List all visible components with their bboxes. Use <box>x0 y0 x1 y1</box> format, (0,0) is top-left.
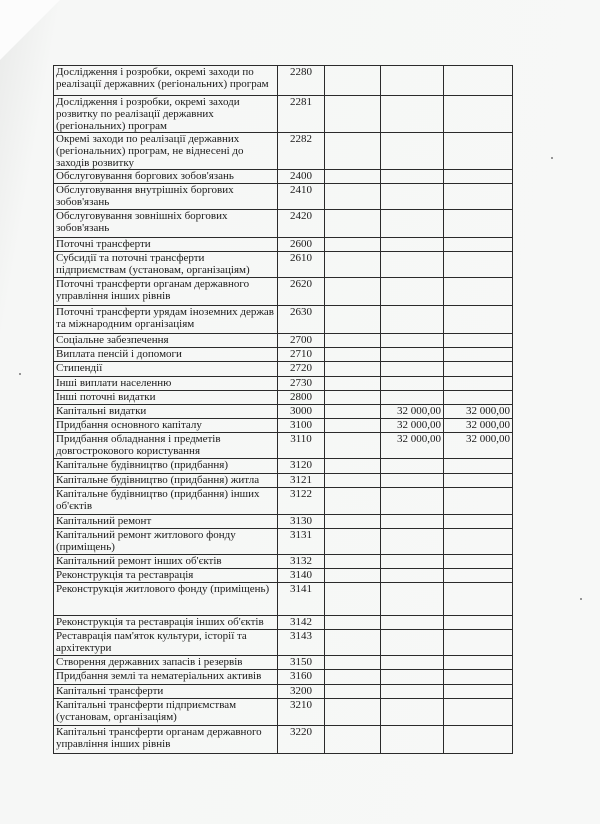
row-value-cell <box>325 630 381 656</box>
row-value-cell <box>325 362 381 377</box>
row-value-cell <box>325 306 381 334</box>
row-value-cell <box>325 334 381 348</box>
row-value-cell: 32 000,00 <box>381 419 444 433</box>
row-value-cell <box>444 583 513 616</box>
row-code-cell: 2730 <box>278 377 325 391</box>
scan-speck <box>580 598 582 600</box>
row-code-cell: 2280 <box>278 66 325 96</box>
row-value-cell <box>381 96 444 133</box>
row-name-cell: Поточні трансферти урядам іноземних держав та міжнародним організаціям <box>54 306 278 334</box>
row-value-cell <box>444 377 513 391</box>
row-name-cell: Придбання основного капіталу <box>54 419 278 433</box>
budget-table-body <box>54 66 513 754</box>
row-code-cell: 3131 <box>278 529 325 555</box>
row-code-cell: 3000 <box>278 405 325 419</box>
row-value-cell: 32 000,00 <box>381 433 444 459</box>
row-value-cell <box>381 170 444 184</box>
row-value-cell <box>444 555 513 569</box>
row-value-cell <box>444 184 513 210</box>
table-row <box>54 583 513 616</box>
row-name-cell: Придбання обладнання і предметів довгострокового користування <box>54 433 278 459</box>
row-value-cell <box>325 459 381 474</box>
row-value-cell <box>444 391 513 405</box>
row-value-cell <box>381 348 444 362</box>
row-value-cell <box>381 670 444 685</box>
row-code-cell: 2710 <box>278 348 325 362</box>
row-value-cell <box>325 348 381 362</box>
row-value-cell <box>381 569 444 583</box>
row-name-cell: Капітальні видатки <box>54 405 278 419</box>
row-code-cell: 3132 <box>278 555 325 569</box>
row-value-cell <box>444 630 513 656</box>
row-name-cell: Реконструкція та реставрація <box>54 569 278 583</box>
table-row <box>54 488 513 515</box>
row-value-cell <box>444 278 513 306</box>
row-value-cell <box>325 515 381 529</box>
row-name-cell: Соціальне забезпечення <box>54 334 278 348</box>
row-value-cell <box>444 474 513 488</box>
table-row <box>54 348 513 362</box>
row-value-cell <box>381 377 444 391</box>
table-row <box>54 133 513 170</box>
row-code-cell: 2610 <box>278 252 325 278</box>
table-row <box>54 210 513 238</box>
row-name-cell: Капітальні трансферти <box>54 685 278 699</box>
row-name-cell: Створення державних запасів і резервів <box>54 656 278 670</box>
row-value-cell <box>325 377 381 391</box>
row-name-cell: Поточні трансферти органам державного управління інших рівнів <box>54 278 278 306</box>
row-value-cell <box>444 670 513 685</box>
row-name-cell: Дослідження і розробки, окремі заходи розвитку по реалізації державних (регіональних) програм <box>54 96 278 133</box>
row-code-cell: 3150 <box>278 656 325 670</box>
row-name-cell: Субсидії та поточні трансферти підприємствам (установам, організаціям) <box>54 252 278 278</box>
table-row <box>54 96 513 133</box>
table-row <box>54 555 513 569</box>
row-name-cell: Обслуговування зовнішніх боргових зобов'язань <box>54 210 278 238</box>
row-value-cell <box>381 555 444 569</box>
table-row <box>54 529 513 555</box>
row-value-cell <box>325 252 381 278</box>
row-name-cell: Стипендії <box>54 362 278 377</box>
row-code-cell: 3141 <box>278 583 325 616</box>
row-value-cell <box>325 419 381 433</box>
row-value-cell: 32 000,00 <box>444 405 513 419</box>
row-value-cell: 32 000,00 <box>444 419 513 433</box>
row-code-cell: 2600 <box>278 238 325 252</box>
row-value-cell <box>381 306 444 334</box>
row-value-cell <box>444 515 513 529</box>
row-name-cell: Виплата пенсій і допомоги <box>54 348 278 362</box>
row-value-cell <box>444 348 513 362</box>
table-row <box>54 670 513 685</box>
row-value-cell <box>381 252 444 278</box>
row-value-cell: 32 000,00 <box>381 405 444 419</box>
row-code-cell: 3122 <box>278 488 325 515</box>
row-code-cell: 3210 <box>278 699 325 726</box>
table-row <box>54 306 513 334</box>
row-value-cell <box>325 210 381 238</box>
row-value-cell <box>325 555 381 569</box>
row-value-cell <box>325 238 381 252</box>
row-code-cell: 3220 <box>278 726 325 754</box>
row-value-cell <box>381 184 444 210</box>
row-value-cell <box>381 362 444 377</box>
row-code-cell: 2800 <box>278 391 325 405</box>
row-value-cell <box>325 685 381 699</box>
row-code-cell: 3140 <box>278 569 325 583</box>
row-name-cell: Реконструкція та реставрація інших об'єктів <box>54 616 278 630</box>
row-value-cell <box>381 391 444 405</box>
table-row <box>54 569 513 583</box>
row-value-cell <box>444 656 513 670</box>
row-value-cell <box>381 529 444 555</box>
row-code-cell: 2420 <box>278 210 325 238</box>
row-value-cell <box>381 238 444 252</box>
row-code-cell: 3143 <box>278 630 325 656</box>
row-name-cell: Обслуговування боргових зобов'язань <box>54 170 278 184</box>
row-name-cell: Поточні трансферти <box>54 238 278 252</box>
row-value-cell <box>381 488 444 515</box>
table-row <box>54 656 513 670</box>
row-value-cell <box>444 529 513 555</box>
table-row <box>54 630 513 656</box>
row-code-cell: 2720 <box>278 362 325 377</box>
row-code-cell: 2410 <box>278 184 325 210</box>
row-value-cell <box>325 96 381 133</box>
row-name-cell: Капітальні трансферти підприємствам (установам, організаціям) <box>54 699 278 726</box>
row-code-cell: 3200 <box>278 685 325 699</box>
row-name-cell: Капітальний ремонт <box>54 515 278 529</box>
row-value-cell <box>381 459 444 474</box>
row-value-cell <box>325 405 381 419</box>
row-name-cell: Капітальне будівництво (придбання) житла <box>54 474 278 488</box>
row-value-cell <box>444 362 513 377</box>
row-value-cell <box>381 630 444 656</box>
row-name-cell: Інші поточні видатки <box>54 391 278 405</box>
table-row <box>54 433 513 459</box>
table-row <box>54 459 513 474</box>
row-code-cell: 3120 <box>278 459 325 474</box>
table-row <box>54 170 513 184</box>
row-value-cell <box>381 616 444 630</box>
scan-speck <box>551 157 553 159</box>
table-row <box>54 405 513 419</box>
row-name-cell: Реконструкція житлового фонду (приміщень) <box>54 583 278 616</box>
row-value-cell <box>325 699 381 726</box>
table-row <box>54 685 513 699</box>
row-value-cell <box>381 656 444 670</box>
row-code-cell: 2620 <box>278 278 325 306</box>
row-value-cell <box>444 699 513 726</box>
table-row <box>54 699 513 726</box>
row-value-cell <box>444 238 513 252</box>
table-row <box>54 377 513 391</box>
row-value-cell <box>325 488 381 515</box>
row-value-cell <box>444 210 513 238</box>
row-value-cell <box>444 488 513 515</box>
row-value-cell <box>444 569 513 583</box>
row-value-cell <box>444 96 513 133</box>
row-value-cell <box>325 184 381 210</box>
table-row <box>54 184 513 210</box>
row-value-cell <box>325 133 381 170</box>
row-value-cell <box>444 133 513 170</box>
row-value-cell <box>381 278 444 306</box>
row-value-cell <box>325 616 381 630</box>
row-code-cell: 3160 <box>278 670 325 685</box>
row-value-cell <box>444 459 513 474</box>
row-value-cell <box>325 170 381 184</box>
row-value-cell <box>381 583 444 616</box>
row-name-cell: Реставрація пам'яток культури, історії та архітектури <box>54 630 278 656</box>
row-value-cell <box>381 515 444 529</box>
row-name-cell: Дослідження і розробки, окремі заходи по реалізації державних (регіональних) програм <box>54 66 278 96</box>
row-name-cell: Капітальні трансферти органам державного управління інших рівнів <box>54 726 278 754</box>
row-code-cell: 2400 <box>278 170 325 184</box>
row-code-cell: 3130 <box>278 515 325 529</box>
row-code-cell: 2630 <box>278 306 325 334</box>
row-name-cell: Капітальний ремонт житлового фонду (приміщень) <box>54 529 278 555</box>
row-value-cell <box>444 170 513 184</box>
table-row <box>54 334 513 348</box>
row-value-cell <box>325 391 381 405</box>
table-row <box>54 252 513 278</box>
table-row <box>54 419 513 433</box>
row-value-cell <box>381 685 444 699</box>
row-code-cell: 2282 <box>278 133 325 170</box>
row-value-cell <box>444 616 513 630</box>
table-row <box>54 391 513 405</box>
row-value-cell <box>325 569 381 583</box>
row-name-cell: Капітальне будівництво (придбання) інших об'єктів <box>54 488 278 515</box>
row-code-cell: 2700 <box>278 334 325 348</box>
row-value-cell <box>325 670 381 685</box>
row-value-cell <box>325 474 381 488</box>
row-name-cell: Інші виплати населенню <box>54 377 278 391</box>
row-value-cell <box>325 656 381 670</box>
row-value-cell <box>444 252 513 278</box>
row-code-cell: 3100 <box>278 419 325 433</box>
table-row <box>54 474 513 488</box>
row-value-cell: 32 000,00 <box>444 433 513 459</box>
row-value-cell <box>325 278 381 306</box>
row-value-cell <box>325 433 381 459</box>
row-value-cell <box>325 529 381 555</box>
row-value-cell <box>381 66 444 96</box>
table-row <box>54 238 513 252</box>
row-value-cell <box>381 334 444 348</box>
row-value-cell <box>444 685 513 699</box>
row-name-cell: Обслуговування внутрішніх боргових зобов'язань <box>54 184 278 210</box>
table-row <box>54 616 513 630</box>
row-value-cell <box>381 474 444 488</box>
table-row <box>54 362 513 377</box>
row-value-cell <box>444 66 513 96</box>
row-value-cell <box>381 210 444 238</box>
row-value-cell <box>381 726 444 754</box>
row-name-cell: Капітальний ремонт інших об'єктів <box>54 555 278 569</box>
table-row <box>54 726 513 754</box>
row-value-cell <box>444 726 513 754</box>
scan-speck <box>19 373 21 375</box>
row-value-cell <box>381 699 444 726</box>
row-value-cell <box>325 583 381 616</box>
row-value-cell <box>444 334 513 348</box>
row-value-cell <box>444 306 513 334</box>
table-row <box>54 515 513 529</box>
row-code-cell: 3121 <box>278 474 325 488</box>
row-code-cell: 2281 <box>278 96 325 133</box>
row-name-cell: Капітальне будівництво (придбання) <box>54 459 278 474</box>
row-code-cell: 3142 <box>278 616 325 630</box>
row-value-cell <box>381 133 444 170</box>
row-value-cell <box>325 726 381 754</box>
row-name-cell: Окремі заходи по реалізації державних (регіональних) програм, не віднесені до заходів розвитку <box>54 133 278 170</box>
row-code-cell: 3110 <box>278 433 325 459</box>
budget-table <box>53 65 513 754</box>
page-fold-corner <box>0 0 60 60</box>
table-row <box>54 66 513 96</box>
row-name-cell: Придбання землі та нематеріальних активів <box>54 670 278 685</box>
row-value-cell <box>325 66 381 96</box>
table-row <box>54 278 513 306</box>
